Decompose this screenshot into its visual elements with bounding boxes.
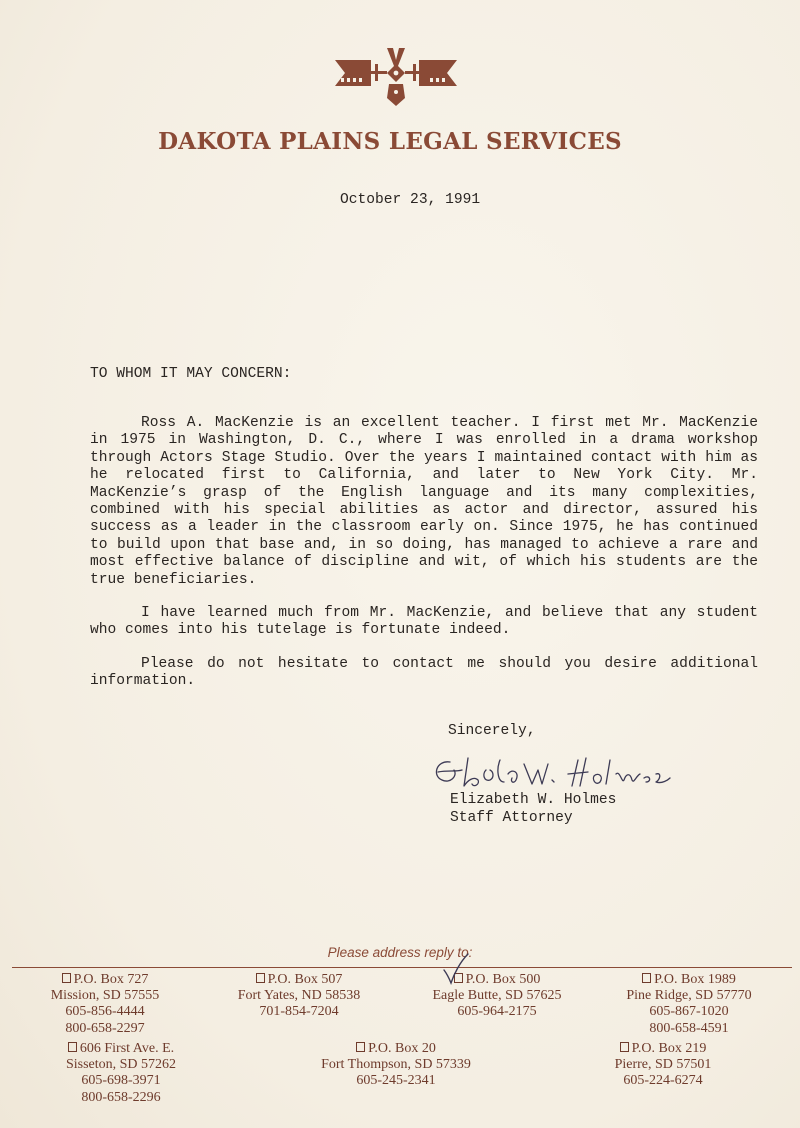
body-paragraph: Please do not hesitate to contact me should you desire additional information. — [90, 655, 758, 690]
reply-label: Please address reply to: — [327, 945, 473, 960]
signer-title: Staff Attorney — [450, 809, 573, 826]
checkbox-icon — [256, 973, 265, 983]
office-fort-yates: P.O. Box 507 Fort Yates, ND 58538 701-854-7204 — [237, 972, 361, 1020]
office-sisseton: 606 First Ave. E. Sisseton, SD 57262 605-698-3971 800-658-2296 — [65, 1041, 177, 1105]
office-eagle-butte: P.O. Box 500 Eagle Butte, SD 57625 605-964-2175 — [432, 972, 562, 1020]
checkbox-icon — [62, 973, 71, 983]
thunderbird-emblem-icon — [331, 46, 461, 108]
office-mission: P.O. Box 727 Mission, SD 57555 605-856-4444 800-658-2297 — [50, 972, 160, 1036]
checkbox-icon — [356, 1042, 365, 1052]
letter-date: October 23, 1991 — [340, 192, 481, 208]
checkmark-icon — [440, 952, 470, 986]
office-pierre: P.O. Box 219 Pierre, SD 57501 605-224-6274 — [614, 1041, 712, 1089]
signer-name: Elizabeth W. Holmes — [450, 792, 617, 808]
closing: Sincerely, — [448, 723, 536, 739]
handwritten-signature — [428, 750, 688, 798]
body-paragraph: Ross A. MacKenzie is an excellent teacher. I first met Mr. MacKenzie in 1975 in Washington, D. C., where I was enrolled in a drama workshop through Actors Stage Studio. Over the years I maintained contact with him as he relocated first to California, and later to New York City. Mr. MacKenzie’s grasp of the English language and its many complexities, combined with his special abilities as actor and director, assured his success as a leader in the classroom early on. Since 1975, he has continued to build upon that base and, in so doing, has managed to achieve a rare and most effective balance of discipline and wit, of which his students are the true beneficiaries. — [90, 415, 758, 588]
salutation: TO WHOM IT MAY CONCERN: — [90, 366, 292, 382]
checkbox-icon — [68, 1042, 77, 1052]
office-fort-thompson: P.O. Box 20 Fort Thompson, SD 57339 605-245-2341 — [321, 1041, 471, 1089]
signer-block — [450, 792, 616, 827]
organization-name: DAKOTA PLAINS LEGAL SERVICES — [158, 128, 622, 155]
checkbox-icon — [642, 973, 651, 983]
office-pine-ridge: P.O. Box 1989 Pine Ridge, SD 57770 605-867-1020 800-658-4591 — [626, 972, 752, 1036]
body-paragraph: I have learned much from Mr. MacKenzie, and believe that any student who comes into his tutelage is fortunate indeed. — [90, 605, 758, 639]
footer-divider — [12, 967, 792, 968]
letter-body — [90, 415, 758, 707]
checkbox-icon — [620, 1042, 629, 1052]
